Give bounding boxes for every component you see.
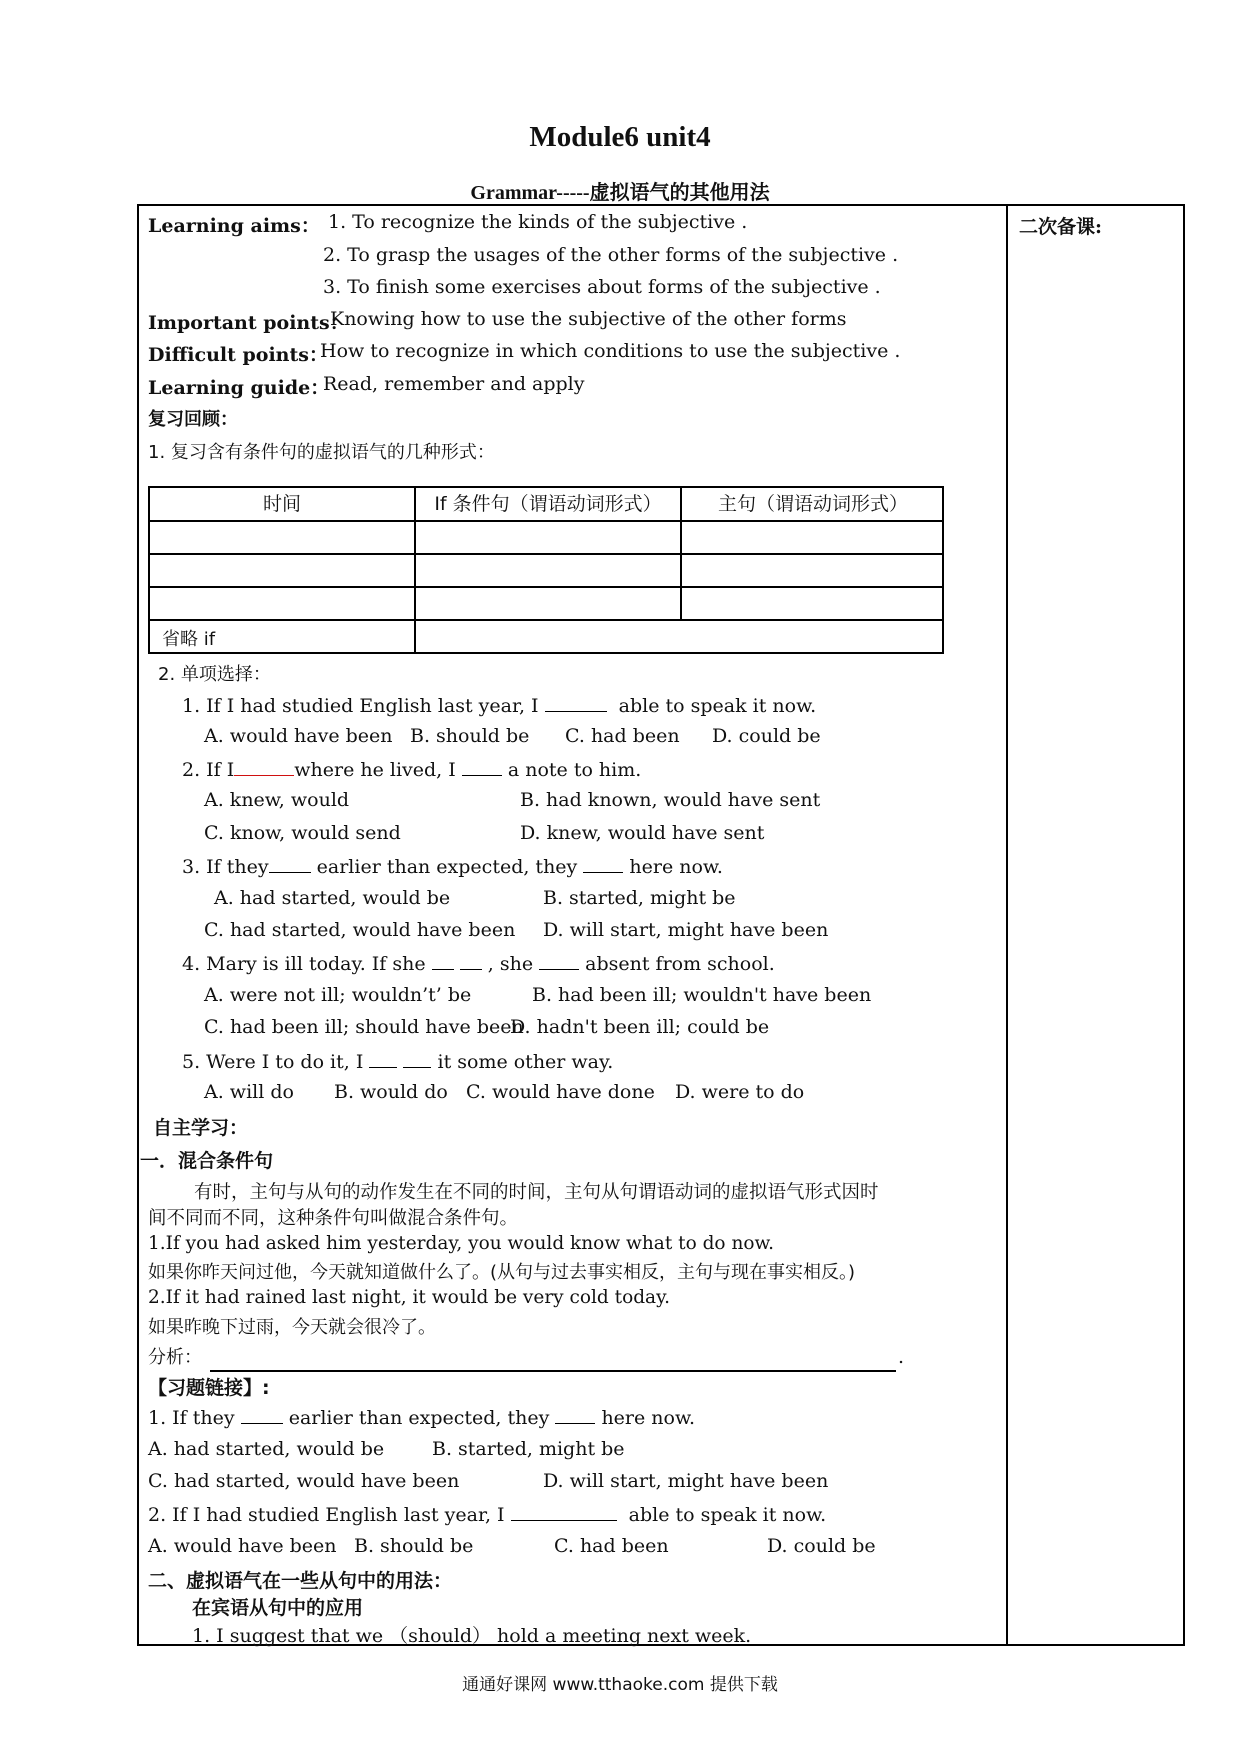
q2-option-d: D. knew, would have sent xyxy=(520,822,765,844)
section-2-example-1: 1. I suggest that we （should） hold a meeting next week. xyxy=(192,1625,752,1647)
q3-option-a: A. had started, would be xyxy=(214,887,451,909)
analysis-label: 分析： xyxy=(148,1347,202,1368)
q5-option-b: B. would do xyxy=(334,1081,448,1103)
q4-option-c: C. had been ill; should have been xyxy=(204,1016,524,1038)
q1-option-c: C. had been xyxy=(565,725,680,747)
table-row-line xyxy=(150,520,942,522)
table-row-line xyxy=(150,586,942,588)
link-q1-option-c: C. had started, would have been xyxy=(148,1470,460,1492)
section-1-para-line2: 间不同而不同，这种条件句叫做混合条件句。 xyxy=(148,1208,519,1229)
q3-option-b: B. started, might be xyxy=(543,887,736,909)
self-study-heading: 自主学习： xyxy=(153,1117,249,1139)
table-header-main-clause: 主句（谓语动词形式） xyxy=(717,493,908,515)
link-q1-option-d: D. will start, might have been xyxy=(543,1470,829,1492)
q4-option-a: A. were not ill; wouldn’t’ be xyxy=(204,984,472,1006)
difficult-text: How to recognize in which conditions to use the subjective . xyxy=(320,340,901,362)
aims-label: Learning aims： xyxy=(148,215,320,237)
section-1-title: 一．混合条件句 xyxy=(140,1150,274,1172)
q3-option-c: C. had started, would have been xyxy=(204,919,516,941)
example-1-cn: 如果你昨天问过他，今天就知道做什么了。(从句与过去事实相反，主句与现在事实相反。) xyxy=(148,1262,856,1283)
q2-option-c: C. know, would send xyxy=(204,822,401,844)
example-1-en: 1.If you had asked him yesterday, you would know what to do now. xyxy=(148,1233,775,1254)
aim-item-3: 3. To finish some exercises about forms of the subjective . xyxy=(323,276,881,298)
table-header-if-clause: If 条件句（谓语动词形式） xyxy=(434,493,662,515)
review-heading: 复习回顾： xyxy=(148,409,238,430)
table-header-time: 时间 xyxy=(262,493,301,515)
link-q1-option-a: A. had started, would be xyxy=(148,1438,385,1460)
guide-text: Read, remember and apply xyxy=(323,373,585,395)
link-q2-option-d: D. could be xyxy=(767,1535,876,1557)
q3-option-d: D. will start, might have been xyxy=(543,919,829,941)
link-question-2: 2. If I had studied English last year, I able to speak it now. xyxy=(148,1504,827,1526)
review-item-2: 2. 单项选择： xyxy=(158,664,271,685)
page-title: Module6 unit4 xyxy=(529,121,711,153)
q4-option-d: D. hadn't been ill; could be xyxy=(510,1016,770,1038)
link-q2-option-a: A. would have been xyxy=(148,1535,337,1557)
q1-option-a: A. would have been xyxy=(204,725,393,747)
difficult-label: Difficult points： xyxy=(148,344,328,366)
table-omit-if-label: 省略 if xyxy=(162,629,216,650)
question-5: 5. Were I to do it, I it some other way. xyxy=(182,1051,614,1073)
aim-item-1: 1. To recognize the kinds of the subjective . xyxy=(328,211,748,233)
table-row-line xyxy=(150,553,942,555)
section-2-title: 二、虚拟语气在一些从句中的用法： xyxy=(148,1570,453,1592)
column-divider xyxy=(1006,204,1008,1646)
aim-item-2: 2. To grasp the usages of the other forms of the subjective . xyxy=(323,244,899,266)
q1-option-b: B. should be xyxy=(410,725,530,747)
link-question-1: 1. If they earlier than expected, they here now. xyxy=(148,1407,696,1429)
review-item-1: 1. 复习含有条件句的虚拟语气的几种形式： xyxy=(148,442,495,463)
q5-option-a: A. will do xyxy=(204,1081,294,1103)
question-1: 1. If I had studied English last year, I able to speak it now. xyxy=(182,695,817,717)
important-text: Knowing how to use the subjective of the other forms xyxy=(330,308,847,330)
link-q1-option-b: B. started, might be xyxy=(432,1438,625,1460)
section-1-para-line1: 有时，主句与从句的动作发生在不同的时间，主句从句谓语动词的虚拟语气形式因时 xyxy=(194,1182,879,1203)
side-notes-label: 二次备课: xyxy=(1019,216,1103,238)
page-subtitle: Grammar-----虚拟语气的其他用法 xyxy=(470,182,770,204)
question-2: 2. If I where he lived, I a note to him. xyxy=(182,759,642,781)
review-table xyxy=(148,486,944,654)
q5-option-c: C. would have done xyxy=(466,1081,655,1103)
q4-option-b: B. had been ill; wouldn't have been xyxy=(532,984,872,1006)
example-2-cn: 如果昨晚下过雨，今天就会很冷了。 xyxy=(148,1317,436,1338)
table-col-line xyxy=(414,488,416,652)
question-3: 3. If they earlier than expected, they here now. xyxy=(182,856,723,878)
analysis-answer-line xyxy=(210,1370,896,1372)
page-footer: 通通好课网 www.tthaoke.com 提供下载 xyxy=(462,1675,778,1695)
link-q2-option-b: B. should be xyxy=(354,1535,474,1557)
question-4: 4. Mary is ill today. If she , she absent from school. xyxy=(182,953,775,975)
example-2-en: 2.If it had rained last night, it would be very cold today. xyxy=(148,1287,670,1308)
important-label: Important points： xyxy=(148,312,349,334)
table-row-line xyxy=(150,619,942,621)
exercise-link-heading: 【习题链接】: xyxy=(148,1377,270,1399)
q5-option-d: D. were to do xyxy=(675,1081,805,1103)
q2-option-b: B. had known, would have sent xyxy=(520,789,821,811)
guide-label: Learning guide： xyxy=(148,377,330,399)
link-q2-option-c: C. had been xyxy=(554,1535,669,1557)
table-col-line xyxy=(680,488,682,619)
q2-option-a: A. knew, would xyxy=(204,789,350,811)
analysis-end: . xyxy=(898,1346,905,1368)
section-2-subtitle: 在宾语从句中的应用 xyxy=(192,1597,364,1619)
q1-option-d: D. could be xyxy=(712,725,821,747)
